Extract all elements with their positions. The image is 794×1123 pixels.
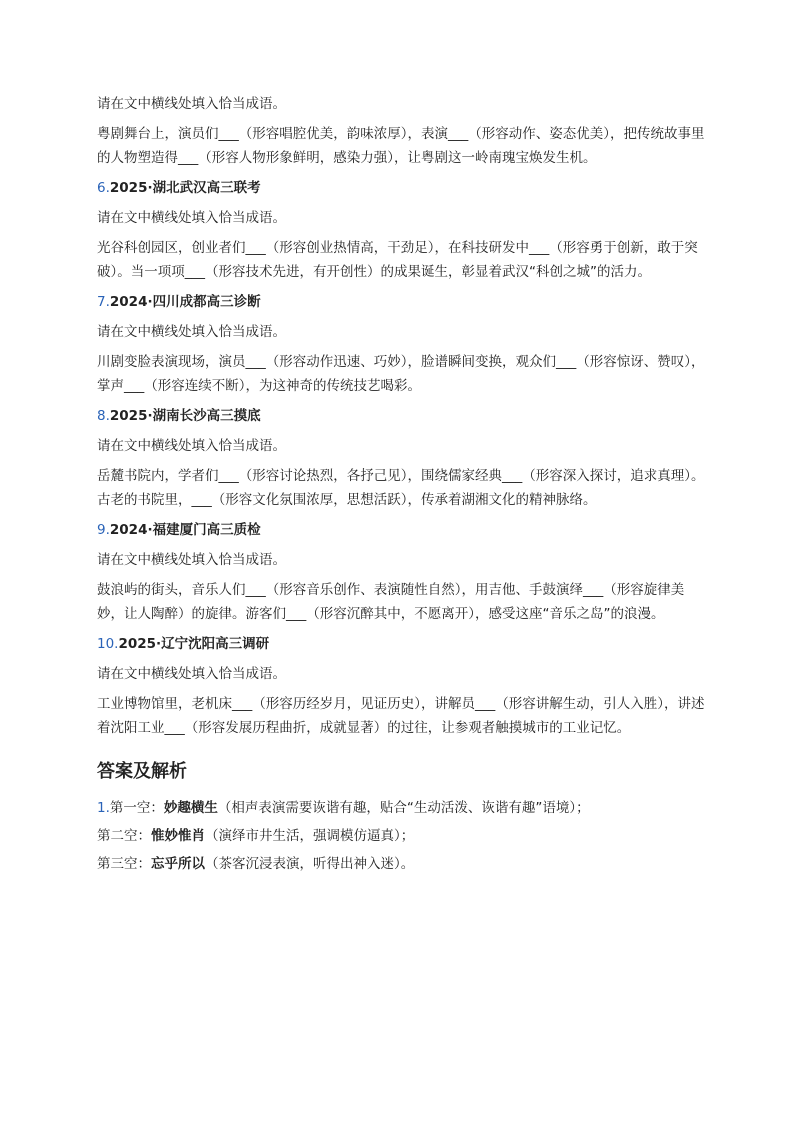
answer-prefix: 第一空： <box>109 800 164 816</box>
passage-text: 粤剧舞台上，演员们___（形容唱腔优美，韵味浓厚），表演___（形容动作、姿态优美），把传统故事里的人物塑造得___（形容人物形象鲜明，感染力强），让粤剧这一岭南瑰宝焕发生机。 <box>97 126 705 166</box>
answer-line <box>97 852 709 876</box>
question-header <box>97 176 709 200</box>
question-9 <box>97 518 709 626</box>
question-source: 2025·湖北武汉高三联考 <box>109 180 261 196</box>
instruction-text: 请在文中横线处填入恰当成语。 <box>97 96 286 112</box>
question-source: 2024·福建厦门高三质检 <box>109 522 261 538</box>
instruction-text: 请在文中横线处填入恰当成语。 <box>97 438 286 454</box>
question-7 <box>97 290 709 398</box>
instruction-text: 请在文中横线处填入恰当成语。 <box>97 552 286 568</box>
passage-text: 工业博物馆里，老机床___（形容历经岁月，见证历史），讲解员___（形容讲解生动，引人入胜），讲述着沈阳工业___（形容发展历程曲折，成就显著）的过往，让参观者触摸城市的工业记忆。 <box>97 696 705 736</box>
answer-idiom: 忘乎所以 <box>151 856 205 872</box>
question-8 <box>97 404 709 512</box>
question-header <box>97 518 709 542</box>
question-number: 8. <box>97 408 110 424</box>
passage-text: 岳麓书院内，学者们___（形容讨论热烈，各抒己见），围绕儒家经典___（形容深入探讨，追求真理）。古老的书院里，___（形容文化氛围浓厚，思想活跃），传承着湖湘文化的精神脉络。 <box>97 468 705 508</box>
instruction-text: 请在文中横线处填入恰当成语。 <box>97 210 286 226</box>
answer-number: 1. <box>97 800 110 816</box>
answer-explanation: （演绎市井生活，强调模仿逼真）； <box>205 828 415 844</box>
instruction-text: 请在文中横线处填入恰当成语。 <box>97 666 286 682</box>
answer-prefix: 第三空： <box>97 856 151 872</box>
question-10 <box>97 632 709 740</box>
answer-prefix: 第二空： <box>97 828 151 844</box>
question-source: 2025·湖南长沙高三摸底 <box>109 408 261 424</box>
question-source: 2025·辽宁沈阳高三调研 <box>118 636 270 652</box>
question-number: 9. <box>97 522 110 538</box>
answer-line <box>97 824 709 848</box>
passage-text: 鼓浪屿的街头，音乐人们___（形容音乐创作、表演随性自然），用吉他、手鼓演绎___（形容旋律美妙，让人陶醉）的旋律。游客们___（形容沉醉其中，不愿离开），感受这座“音乐之岛”的浪漫。 <box>97 582 685 622</box>
question-source: 2024·四川成都高三诊断 <box>109 294 261 310</box>
question-header <box>97 290 709 314</box>
answer-explanation: （茶客沉浸表演，听得出神入迷）。 <box>205 856 415 872</box>
instruction-text: 请在文中横线处填入恰当成语。 <box>97 324 286 340</box>
question-6 <box>97 176 709 284</box>
answer-idiom: 惟妙惟肖 <box>151 828 205 844</box>
answer-explanation: （相声表演需要诙谐有趣，贴合“生动活泼、诙谐有趣”语境）； <box>217 800 590 816</box>
question-number: 10. <box>97 636 119 652</box>
passage-text: 川剧变脸表演现场，演员___（形容动作迅速、巧妙），脸谱瞬间变换，观众们___（形容惊讶、赞叹），掌声___（形容连续不断），为这神奇的传统技艺喝彩。 <box>97 354 705 394</box>
answer-idiom: 妙趣横生 <box>163 800 218 816</box>
document-page <box>97 92 709 880</box>
answer-line <box>97 796 709 820</box>
answers-section-title: 答案及解析 <box>97 761 187 782</box>
question-header <box>97 632 709 656</box>
passage-text: 光谷科创园区，创业者们___（形容创业热情高，干劲足），在科技研发中___（形容勇于创新，敢于突破）。当一项项___（形容技术先进，有开创性）的成果诞生，彰显着武汉“科创之城”的活力。 <box>97 240 698 280</box>
question-number: 7. <box>97 294 110 310</box>
question-header <box>97 404 709 428</box>
question-number: 6. <box>97 180 110 196</box>
